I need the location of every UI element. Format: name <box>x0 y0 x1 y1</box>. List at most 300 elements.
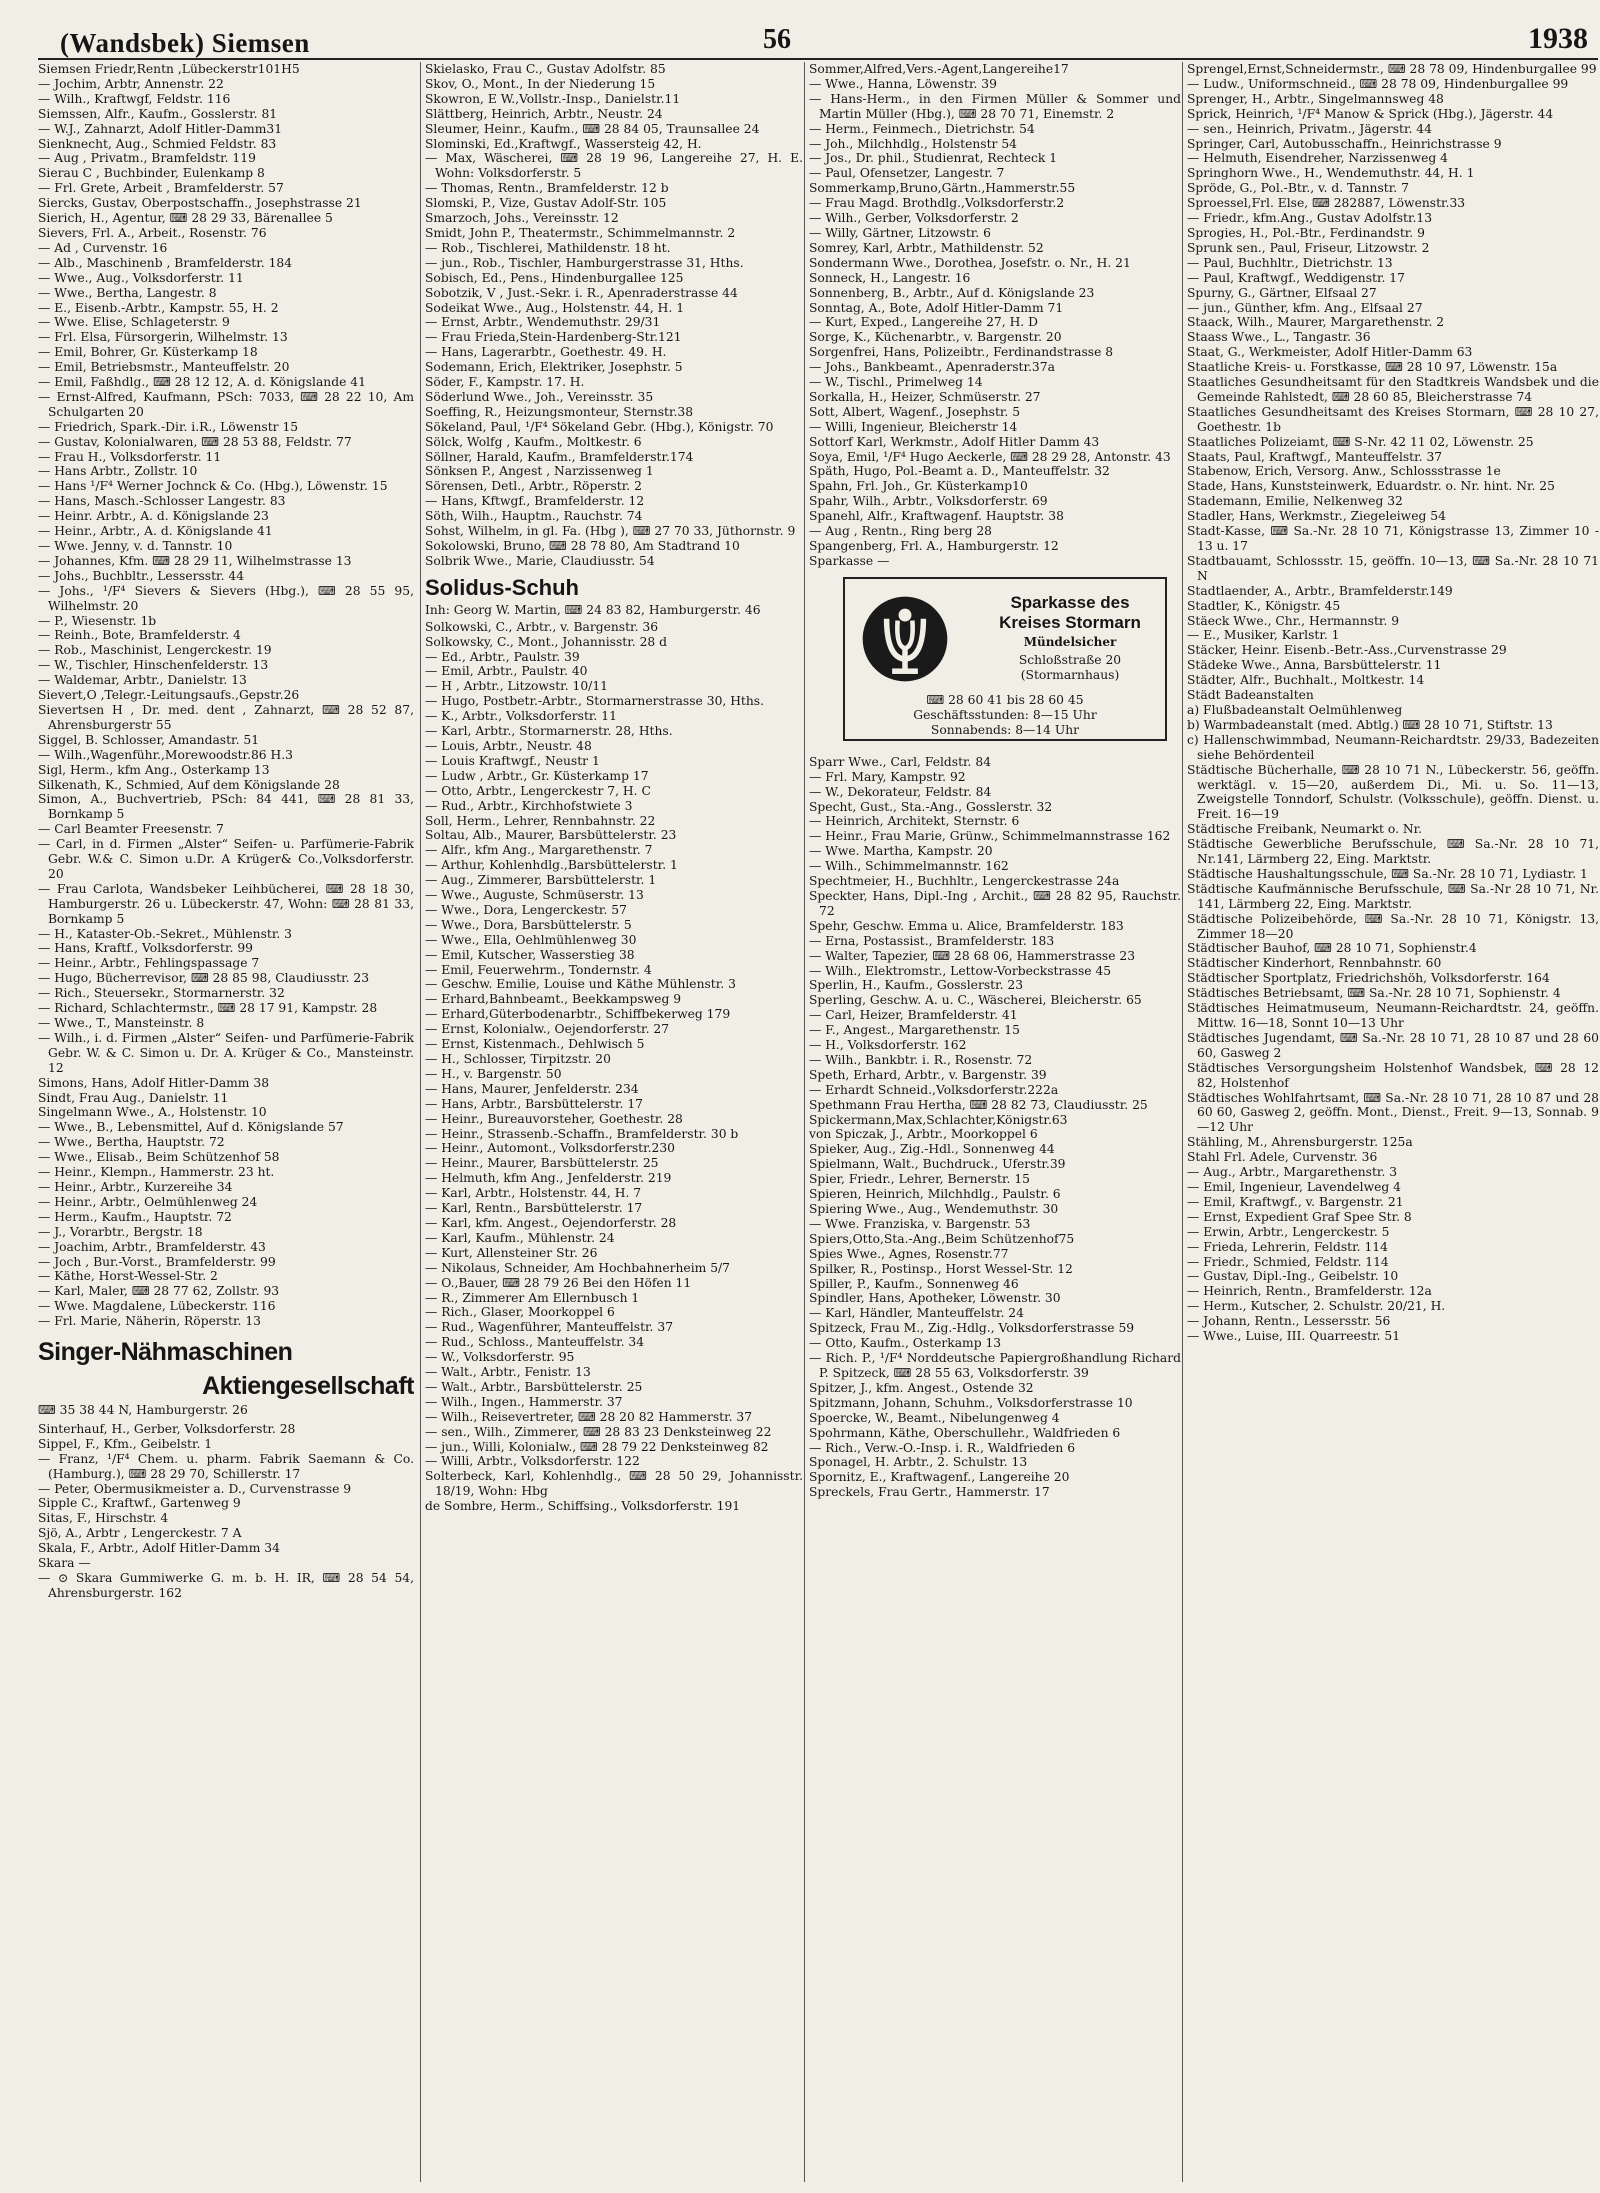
directory-entry: Sindt, Frau Aug., Danielstr. 11 <box>38 1090 229 1105</box>
directory-entry: — Walter, Tapezier, ⌨ 28 68 06, Hammerstrasse 23 <box>809 948 1136 963</box>
directory-entry: — Erhard,Güterbodenarbtr., Schiffbekerweg 179 <box>425 1007 731 1022</box>
directory-entry: Smidt, John P., Theatermstr., Schimmelmannstr. 2 <box>425 225 736 240</box>
directory-entry: — W., Tischler, Hinschenfelderstr. 13 <box>38 658 269 673</box>
directory-entry: Staatliches Gesundheitsamt des Kreises Stormarn, ⌨ 28 10 27, Goethestr. 1b <box>1187 404 1599 434</box>
directory-entry: — F., Angest., Margarethenstr. 15 <box>809 1023 1020 1038</box>
directory-entry: — Kurt, Allensteiner Str. 26 <box>425 1245 598 1260</box>
directory-entry: Spilker, R., Postinsp., Horst Wessel-Str. 12 <box>809 1261 1073 1276</box>
directory-entry: Sproessel,Frl. Else, ⌨ 282887, Löwenstr.33 <box>1187 196 1466 211</box>
directory-entry: — Ernst, Kistenmach., Dehlwisch 5 <box>425 1037 645 1052</box>
directory-entry: Slättberg, Heinrich, Arbtr., Neustr. 24 <box>425 106 663 121</box>
directory-entry: — Jos., Dr. phil., Studienrat, Rechteck 1 <box>809 151 1058 166</box>
directory-entry: — Friedr., kfm.Ang., Gustav Adolfstr.13 <box>1187 211 1433 226</box>
directory-entry: — Frl. Grete, Arbeit , Bramfelderstr. 57 <box>38 181 284 196</box>
directory-entry: Skov, O., Mont., In der Niederung 15 <box>425 76 656 91</box>
directory-entry: — Hans, Maurer, Jenfelderstr. 234 <box>425 1081 639 1096</box>
directory-entry: — Willy, Gärtner, Litzowstr. 6 <box>809 225 991 240</box>
directory-entry: Sokolowski, Bruno, ⌨ 28 78 80, Am Stadtrand 10 <box>425 539 740 553</box>
directory-entry: — E., Musiker, Karlstr. 1 <box>1187 628 1340 643</box>
directory-entry: — Karl, Arbtr., Holstenstr. 44, H. 7 <box>425 1186 642 1201</box>
directory-entry: Sponagel, H. Arbtr., 2. Schulstr. 13 <box>809 1455 1028 1470</box>
sparkasse-phones: ⌨ 28 60 41 bis 28 60 45 <box>926 692 1084 707</box>
directory-entry: — Joachim, Arbtr., Bramfelderstr. 43 <box>38 1239 266 1254</box>
directory-entry: — Ernst-Alfred, Kaufmann, PSch: 7033, ⌨ 28 22 10, Am Schulgarten 20 <box>38 389 414 419</box>
directory-entry: — Wilh., Gerber, Volksdorferstr. 2 <box>809 211 1019 226</box>
directory-entry: — J., Vorarbtr., Bergstr. 18 <box>38 1224 203 1239</box>
directory-entry: Stadtler, K., Königstr. 45 <box>1187 598 1341 613</box>
directory-entry: Sperling, Geschw. A. u. C., Wäscherei, Bleicherstr. 65 <box>809 993 1142 1008</box>
directory-entry: Spitzer, J., kfm. Angest., Ostende 32 <box>809 1380 1034 1395</box>
running-head: (Wandsbek) Siemsen <box>60 28 310 58</box>
directory-entry: — Frau H., Volksdorferstr. 11 <box>38 449 222 464</box>
directory-entry: — Louis Kraftwgf., Neustr 1 <box>425 753 600 768</box>
directory-entry: — sen., Wilh., Zimmerer, ⌨ 28 83 23 Denksteinweg 22 <box>425 1424 772 1439</box>
directory-entry: Sitas, F., Hirschstr. 4 <box>38 1511 169 1526</box>
directory-entry: — W.J., Zahnarzt, Adolf Hitler-Damm31 <box>38 121 283 136</box>
directory-entry: Spornitz, E., Kraftwagenf., Langereihe 20 <box>809 1470 1070 1485</box>
directory-entry: Städtisches Versorgungsheim Holstenhof Wandsbek, ⌨ 28 12 82, Holstenhof <box>1187 1060 1599 1090</box>
directory-entry: Städtische Gewerbliche Berufsschule, ⌨ Sa.-Nr. 28 10 71, Nr.141, Lärmberg 22, Eing. Marktstr. <box>1187 837 1599 867</box>
directory-entry: — H., Volksdorferstr. 162 <box>809 1038 967 1053</box>
directory-entry: — Geschw. Emilie, Louise und Käthe Mühlenstr. 3 <box>425 977 736 992</box>
directory-entry: Städtisches Jugendamt, ⌨ Sa.-Nr. 28 10 71, 28 10 87 und 28 60 60, Gasweg 2 <box>1187 1030 1599 1060</box>
directory-entry: Spieren, Heinrich, Milchhdlg., Paulstr. 6 <box>809 1187 1061 1202</box>
directory-entry: Springer, Carl, Autobusschaffn., Heinrichstrasse 9 <box>1187 136 1502 151</box>
directory-entry: — Alb., Maschinenb , Bramfelderstr. 184 <box>38 255 293 270</box>
directory-entry: Soeffing, R., Heizungsmonteur, Sternstr.38 <box>425 404 694 419</box>
sparkasse-subtitle: Mündelsicher <box>1023 634 1117 649</box>
directory-entry: — Hans, Lagerarbtr., Goethestr. 49. H. <box>425 345 667 360</box>
directory-entry: Stademann, Emilie, Nelkenweg 32 <box>1187 494 1403 509</box>
directory-entry: — jun., Günther, kfm. Ang., Elfsaal 27 <box>1187 300 1423 315</box>
directory-entry: Spohrmann, Käthe, Oberschullehr., Waldfrieden 6 <box>809 1425 1121 1440</box>
directory-entry: Sigl, Herm., kfm Ang., Osterkamp 13 <box>38 762 270 777</box>
directory-entry: Sölck, Wolfg , Kaufm., Moltkestr. 6 <box>425 434 642 449</box>
directory-entry: Sobisch, Ed., Pens., Hindenburgallee 125 <box>425 270 684 285</box>
entry-list <box>425 62 803 569</box>
directory-entry: — W., Tischl., Primelweg 14 <box>809 375 983 390</box>
directory-entry: Sorge, K., Küchenarbtr., v. Bargenstr. 20 <box>809 330 1062 345</box>
directory-entry: — Franz, ¹/F⁴ Chem. u. pharm. Fabrik Saemann & Co. (Hamburg.), ⌨ 28 29 70, Schillerstr. 17 <box>38 1451 414 1481</box>
directory-entry: Sorgenfrei, Hans, Polizeibtr., Ferdinandstrasse 8 <box>809 345 1114 360</box>
directory-entry: — Wwe., Auguste, Schmüserstr. 13 <box>425 888 644 903</box>
directory-entry: Spanehl, Alfr., Kraftwagenf. Hauptstr. 38 <box>809 509 1064 524</box>
directory-entry: — Jochim, Arbtr, Annenstr. 22 <box>38 76 224 91</box>
directory-entry: Staatliches Polizeiamt, ⌨ S-Nr. 42 11 02, Löwenstr. 25 <box>1187 434 1534 449</box>
directory-entry: — Erna, Postassist., Bramfelderstr. 183 <box>809 933 1055 948</box>
directory-entry: Skowron, E W.,Vollstr.-Insp., Danielstr.11 <box>425 91 681 106</box>
column-2 <box>420 62 803 2182</box>
directory-entry: — Nikolaus, Schneider, Am Hochbahnerheim 5/7 <box>425 1260 730 1275</box>
directory-entry: Sobotzik, V , Just.-Sekr. i. R., Apenraderstrasse 44 <box>425 285 738 300</box>
directory-entry: Stadler, Hans, Werkmstr., Ziegeleiweg 54 <box>1187 509 1446 524</box>
directory-entry: — Wwe. Martha, Kampstr. 20 <box>809 844 993 859</box>
directory-entry: — Rud., Wagenführer, Manteuffelstr. 37 <box>425 1320 674 1335</box>
directory-entry: Stabenow, Erich, Versorg. Anw., Schlossstrasse 1e <box>1187 464 1501 479</box>
directory-entry: Staatliche Kreis- u. Forstkasse, ⌨ 28 10 97, Löwenstr. 15a <box>1187 360 1558 375</box>
directory-entry: — P., Wiesenstr. 1b <box>38 613 157 628</box>
sparkasse-address-line1: Schloßstraße 20 <box>1018 652 1122 667</box>
directory-entry: Sievers, Frl. A., Arbeit., Rosenstr. 76 <box>38 225 267 240</box>
directory-entry: — Wwe., Hanna, Löwenstr. 39 <box>809 76 997 91</box>
directory-entry: — Heinrich, Rentn., Bramfelderstr. 12a <box>1187 1284 1432 1299</box>
directory-entry: — Joch , Bur.-Vorst., Bramfelderstr. 99 <box>38 1254 276 1269</box>
directory-entry: — Gustav, Kolonialwaren, ⌨ 28 53 88, Feldstr. 77 <box>38 434 352 449</box>
directory-entry: — Frl. Mary, Kampstr. 92 <box>809 769 966 784</box>
directory-entry: — Carl, in d. Firmen „Alster“ Seifen- u. Parfümerie-Fabrik Gebr. W.& C. Simon u.Dr. A Krüger& Co.,Volksdorferstr. 20 <box>38 837 414 881</box>
directory-entry: Sott, Albert, Wagenf., Josephstr. 5 <box>809 404 1021 419</box>
sparkasse-address <box>965 653 1175 683</box>
directory-entry: Städtisches Betriebsamt, ⌨ Sa.-Nr. 28 10 71, Sophienstr. 4 <box>1187 986 1561 1001</box>
directory-entry: Soya, Emil, ¹/F⁴ Hugo Aeckerle, ⌨ 28 29 28, Antonstr. 43 <box>809 449 1171 464</box>
directory-entry: Sipple C., Kraftwf., Gartenweg 9 <box>38 1496 241 1511</box>
directory-entry: — Käthe, Horst-Wessel-Str. 2 <box>38 1269 218 1284</box>
directory-entry: — Erhard,Bahnbeamt., Beekkampsweg 9 <box>425 992 682 1007</box>
directory-entry: — Wilh., Reisevertreter, ⌨ 28 20 82 Hammerstr. 37 <box>425 1409 753 1424</box>
directory-entry: — Emil, Kraftwgf., v. Bargenstr. 21 <box>1187 1194 1404 1209</box>
directory-entry: Smarzoch, Johs., Vereinsstr. 12 <box>425 211 619 226</box>
directory-entry: — R., Zimmerer Am Ellernbusch 1 <box>425 1290 640 1305</box>
directory-entry: Spahn, Frl. Joh., Gr. Küsterkamp10 <box>809 479 1028 494</box>
directory-entry: Städtische Haushaltungsschule, ⌨ Sa.-Nr. 28 10 71, Lydiastr. 1 <box>1187 866 1588 881</box>
directory-entry: Skala, F., Arbtr., Adolf Hitler-Damm 34 <box>38 1541 280 1556</box>
directory-entry: Sparkasse — <box>809 553 890 568</box>
directory-entry: — Ad , Curvenstr. 16 <box>38 240 168 255</box>
directory-entry: — Carl, Heizer, Bramfelderstr. 41 <box>809 1008 1018 1023</box>
directory-entry: — Wwe., T., Mansteinstr. 8 <box>38 1016 205 1030</box>
directory-entry: — Karl, Händler, Manteuffelstr. 24 <box>809 1306 1024 1321</box>
directory-entry: Stäeck Wwe., Chr., Hermannstr. 9 <box>1187 613 1400 628</box>
directory-entry: — Willi, Ingenieur, Bleicherstr 14 <box>809 419 1018 434</box>
directory-entry: Spies Wwe., Agnes, Rosenstr.77 <box>809 1246 1009 1261</box>
directory-entry: — Wilh., Ingen., Hammerstr. 37 <box>425 1394 623 1409</box>
directory-entry: — K., Arbtr., Volksdorferstr. 11 <box>425 709 617 724</box>
directory-entry: — Johs., Buchbltr., Lessersstr. 44 <box>38 568 245 583</box>
directory-entry: — Wilh., i. d. Firmen „Alster“ Seifen- und Parfümerie-Fabrik Gebr. W. & C. Simon u. Dr. A. Krüger & Co., Mansteinstr. 12 <box>38 1030 414 1075</box>
directory-entry: Spoercke, W., Beamt., Nibelungenweg 4 <box>809 1410 1060 1425</box>
directory-entry: — Frl. Marie, Näherin, Röperstr. 13 <box>38 1314 261 1329</box>
entry-list <box>425 620 803 1514</box>
directory-entry: Sienknecht, Aug., Schmied Feldstr. 83 <box>38 136 277 151</box>
directory-entry: Söderlund Wwe., Joh., Vereinsstr. 35 <box>425 389 654 404</box>
directory-entry: Städtische Freibank, Neumarkt o. Nr. <box>1187 822 1423 837</box>
directory-entry: Stäcker, Heinr. Eisenb.-Betr.-Ass.,Curvenstrasse 29 <box>1187 643 1507 658</box>
directory-entry: Speckter, Hans, Dipl.-Ing , Archit., ⌨ 28 82 95, Rauchstr. 72 <box>809 888 1181 918</box>
directory-entry: Spröde, G., Pol.-Btr., v. d. Tannstr. 7 <box>1187 181 1409 196</box>
directory-entry: — Emil, Betriebsmstr., Manteuffelstr. 20 <box>38 360 290 375</box>
ad-title-line1: Singer-Nähmaschinen <box>38 1338 293 1367</box>
directory-entry: Spahr, Wilh., Arbtr., Volksdorferstr. 69 <box>809 494 1048 509</box>
page-number: 56 <box>763 24 791 55</box>
directory-entry: — Otto, Arbtr., Lengerckestr 7, H. C <box>425 783 651 798</box>
directory-entry: Sorkalla, H., Heizer, Schmüserstr. 27 <box>809 389 1041 404</box>
directory-entry: — Hans Arbtr., Zollstr. 10 <box>38 464 198 479</box>
directory-entry: — Rud., Arbtr., Kirchhofstwiete 3 <box>425 798 633 813</box>
sparkasse-logo-icon <box>859 593 951 685</box>
directory-entry: — Thomas, Rentn., Bramfelderstr. 12 b <box>425 181 669 196</box>
directory-entry: Stadtbauamt, Schlossstr. 15, geöffn. 10—13, ⌨ Sa.-Nr. 28 10 71 N <box>1187 553 1599 583</box>
sparkasse-title <box>965 593 1175 633</box>
entry-list <box>1187 62 1599 1344</box>
directory-entry: Sonnenberg, B., Arbtr., Auf d. Königslande 23 <box>809 285 1095 300</box>
singer-advert <box>38 1335 414 1418</box>
directory-entry: — Johs., ¹/F⁴ Sievers & Sievers (Hbg.), ⌨ 28 55 95, Wilhelmstr. 20 <box>38 583 414 613</box>
columns <box>38 62 1598 2182</box>
directory-entry: Städeke Wwe., Anna, Barsbüttelerstr. 11 <box>1187 658 1442 673</box>
directory-entry: — Wwe., Luise, III. Quarreestr. 51 <box>1187 1329 1401 1344</box>
directory-entry: Specht, Gust., Sta.-Ang., Gosslerstr. 32 <box>809 799 1053 814</box>
directory-entry: Sönksen P., Angest , Narzissenweg 1 <box>425 464 654 479</box>
directory-entry: Spechtmeier, H., Buchhltr., Lengerckestrasse 24a <box>809 874 1120 889</box>
directory-entry: — H., v. Bargenstr. 50 <box>425 1066 562 1081</box>
directory-entry: Sodemann, Erich, Elektriker, Josephstr. 5 <box>425 360 683 375</box>
directory-entry: — Rich., Steuersekr., Stormarnerstr. 32 <box>38 986 285 1001</box>
directory-entry: Spier, Friedr., Lehrer, Bernerstr. 15 <box>809 1172 1030 1187</box>
directory-entry: — Herm., Kaufm., Hauptstr. 72 <box>38 1209 232 1224</box>
directory-entry: — jun., Rob., Tischler, Hamburgerstrasse 31, Hths. <box>425 255 744 270</box>
directory-entry: Städtisches Wohlfahrtsamt, ⌨ Sa.-Nr. 28 10 71, 28 10 87 und 28 60 60, Gasweg 2, geöffn. Mont., Dienst., Freit. 9—13, Sonnab. 9—12 Uhr <box>1187 1090 1599 1135</box>
directory-entry: Spethmann Frau Hertha, ⌨ 28 82 73, Claudiusstr. 25 <box>809 1097 1148 1112</box>
directory-entry: — Emil, Faßhdlg., ⌨ 28 12 12, A. d. Königslande 41 <box>38 375 366 390</box>
directory-entry: — Kurt, Exped., Langereihe 27, H. D <box>809 315 1038 330</box>
directory-entry: b) Warmbadeanstalt (med. Abtlg.) ⌨ 28 10 71, Stiftstr. 13 <box>1187 717 1553 732</box>
directory-entry: Sökeland, Paul, ¹/F⁴ Sökeland Gebr. (Hbg.), Königstr. 70 <box>425 419 774 434</box>
directory-entry: — Ed., Arbtr., Paulstr. 39 <box>425 649 580 664</box>
directory-entry: Staat, G., Werkmeister, Adolf Hitler-Damm 63 <box>1187 345 1473 360</box>
directory-entry: — Hans, Kraftf., Volksdorferstr. 99 <box>38 941 253 956</box>
directory-entry: — Heinr., Strassenb.-Schaffn., Bramfelderstr. 30 b <box>425 1126 739 1141</box>
directory-entry: — Karl, Arbtr., Stormarnerstr. 28, Hths. <box>425 724 673 739</box>
directory-entry: — Erwin, Arbtr., Lengerckestr. 5 <box>1187 1224 1390 1239</box>
directory-entry: — Otto, Kaufm., Osterkamp 13 <box>809 1336 1002 1351</box>
directory-entry: — Hans-Herm., in den Firmen Müller & Sommer und Martin Müller (Hbg.), ⌨ 28 70 71, Einemstr. 2 <box>809 91 1181 121</box>
directory-entry: — Frau Magd. Brothdlg.,Volksdorferstr.2 <box>809 196 1065 211</box>
directory-entry: Solkowski, C., Arbtr., v. Bargenstr. 36 <box>425 619 659 634</box>
directory-entry: Somrey, Karl, Arbtr., Mathildenstr. 52 <box>809 240 1044 255</box>
directory-entry: — Heinr., Arbtr., Fehlingspassage 7 <box>38 956 260 971</box>
directory-entry: Slomski, P., Vize, Gustav Adolf-Str. 105 <box>425 196 667 211</box>
directory-entry: Sievertsen H , Dr. med. dent , Zahnarzt, ⌨ 28 52 87, Ahrensburgerstr 55 <box>38 702 414 732</box>
year: 1938 <box>1528 22 1588 55</box>
directory-entry: Sörensen, Detl., Arbtr., Röperstr. 2 <box>425 479 642 494</box>
directory-entry: Spurny, G., Gärtner, Elfsaal 27 <box>1187 285 1377 300</box>
directory-entry: — Ludw , Arbtr., Gr. Küsterkamp 17 <box>425 768 649 783</box>
directory-entry: — Heinrich, Architekt, Sternstr. 6 <box>809 814 1020 829</box>
directory-entry: Skielasko, Frau C., Gustav Adolfstr. 85 <box>425 62 666 76</box>
directory-entry: — Wilh., Schimmelmannstr. 162 <box>809 859 1009 874</box>
directory-entry: — Heinr., Frau Marie, Grünw., Schimmelmannstrasse 162 <box>809 829 1171 844</box>
directory-entry: Städter, Alfr., Buchhalt., Moltkestr. 14 <box>1187 673 1425 688</box>
directory-entry: Skara — <box>38 1556 91 1571</box>
directory-entry: — Heinr., Arbtr., Oelmühlenweg 24 <box>38 1194 258 1209</box>
directory-entry: — Arthur, Kohlenhdlg.,Barsbüttelerstr. 1 <box>425 858 678 873</box>
directory-entry: — Wwe., Dora, Barsbüttelerstr. 5 <box>425 917 632 932</box>
directory-entry: Sinterhauf, H., Gerber, Volksdorferstr. 28 <box>38 1421 296 1436</box>
directory-entry: — Alfr., kfm Ang., Margarethenstr. 7 <box>425 843 653 858</box>
directory-entry: de Sombre, Herm., Schiffsing., Volksdorferstr. 191 <box>425 1499 741 1514</box>
directory-entry: — Aug., Arbtr., Margarethenstr. 3 <box>1187 1165 1398 1180</box>
directory-entry: — Gustav, Dipl.-Ing., Geibelstr. 10 <box>1187 1269 1399 1284</box>
directory-entry: Siemssen, Alfr., Kaufm., Gosslerstr. 81 <box>38 106 278 121</box>
directory-entry: Sprick, Heinrich, ¹/F⁴ Manow & Sprick (Hbg.), Jägerstr. 44 <box>1187 106 1554 121</box>
directory-entry: Spieker, Aug., Zig.-Hdl., Sonnenweg 44 <box>809 1142 1055 1157</box>
directory-entry: — Herm., Feinmech., Dietrichstr. 54 <box>809 121 1035 136</box>
directory-entry: Spehr, Geschw. Emma u. Alice, Bramfelderstr. 183 <box>809 918 1124 933</box>
ad-title-line2: Aktiengesellschaft <box>202 1372 414 1401</box>
directory-entry: Stadt-Kasse, ⌨ Sa.-Nr. 28 10 71, Königstrasse 13, Zimmer 10 - 13 u. 17 <box>1187 524 1599 553</box>
directory-entry: — Hugo, Bücherrevisor, ⌨ 28 85 98, Claudiusstr. 23 <box>38 971 370 986</box>
sparkasse-advert <box>843 577 1167 741</box>
directory-entry: Sperlin, H., Kaufm., Gosslerstr. 23 <box>809 978 1024 993</box>
sparkasse-address-line2: (Stormarnhaus) <box>1020 667 1120 682</box>
directory-entry: — O.,Bauer, ⌨ 28 79 26 Bei den Höfen 11 <box>425 1275 692 1290</box>
directory-entry: Sommer,Alfred,Vers.-Agent,Langereihe17 <box>809 62 1069 76</box>
directory-entry: — Johs., Bankbeamt., Apenraderstr.37a <box>809 360 1055 375</box>
directory-entry: Spitzmann, Johann, Schuhm., Volksdorferstrasse 10 <box>809 1395 1133 1410</box>
directory-entry: Sierau C , Buchbinder, Eulenkamp 8 <box>38 166 265 181</box>
ad-title: Solidus-Schuh <box>425 574 579 600</box>
directory-entry: — Helmuth, kfm Ang., Jenfelderstr. 219 <box>425 1171 672 1186</box>
directory-entry: Spielmann, Walt., Buchdruck., Uferstr.39 <box>809 1157 1066 1172</box>
directory-entry: — Wwe., Aug., Volksdorferstr. 11 <box>38 270 244 285</box>
directory-entry: — Emil, Ingenieur, Lavendelweg 4 <box>1187 1179 1401 1194</box>
directory-entry: Singelmann Wwe., A., Holstenstr. 10 <box>38 1105 267 1120</box>
directory-entry: Staatliches Gesundheitsamt für den Stadtkreis Wandsbek und die Gemeinde Rahlstedt, ⌨ 28 60 85, Bleicherstrasse 74 <box>1187 375 1599 404</box>
directory-entry: Späth, Hugo, Pol.-Beamt a. D., Manteuffelstr. 32 <box>809 464 1110 479</box>
directory-entry: Spickermann,Max,Schlachter,Königstr.63 <box>809 1112 1068 1127</box>
directory-entry: a) Flußbadeanstalt Oelmühlenweg <box>1187 702 1403 717</box>
directory-entry: Sippel, F., Kfm., Geibelstr. 1 <box>38 1436 213 1451</box>
directory-entry: — Erhardt Schneid.,Volksdorferstr.222a <box>809 1082 1059 1097</box>
solidus-advert <box>425 573 803 618</box>
directory-entry: Söth, Wilh., Hauptm., Rauchstr. 74 <box>425 509 643 524</box>
directory-entry: Sprunk sen., Paul, Friseur, Litzowstr. 2 <box>1187 240 1430 255</box>
directory-entry: — Wwe., Elisab., Beim Schützenhof 58 <box>38 1150 280 1165</box>
directory-entry: Städtischer Bauhof, ⌨ 28 10 71, Sophienstr.4 <box>1187 941 1477 956</box>
directory-entry: — Walt., Arbtr., Barsbüttelerstr. 25 <box>425 1379 643 1394</box>
directory-entry: — Wwe., Bertha, Hauptstr. 72 <box>38 1135 225 1150</box>
directory-entry: — Friedr., Schmied, Feldstr. 114 <box>1187 1254 1389 1269</box>
directory-entry: — Karl, Maler, ⌨ 28 77 62, Zollstr. 93 <box>38 1284 280 1299</box>
directory-entry: — Rob., Maschinist, Lengerckestr. 19 <box>38 643 272 658</box>
directory-entry: Sjö, A., Arbtr , Lengerckestr. 7 A <box>38 1526 242 1541</box>
directory-entry: — Aug , Rentn., Ring berg 28 <box>809 524 992 539</box>
directory-entry: Siggel, B. Schlosser, Amandastr. 51 <box>38 732 260 747</box>
entry-list <box>38 62 414 1329</box>
column-1 <box>38 62 414 2182</box>
directory-entry: — H., Schlosser, Tirpitzstr. 20 <box>425 1052 611 1066</box>
directory-entry: c) Hallenschwimmbad, Neumann-Reichardtstr. 29/33, Badezeiten siehe Behördenteil <box>1187 732 1599 762</box>
directory-entry: — Walt., Arbtr., Fenistr. 13 <box>425 1365 591 1380</box>
directory-entry: Spiers,Otto,Sta.-Ang.,Beim Schützenhof75 <box>809 1231 1075 1246</box>
directory-entry: — Wwe. Jenny, v. d. Tannstr. 10 <box>38 539 233 553</box>
directory-entry: — Wilh., Kraftwgf, Feldstr. 116 <box>38 91 231 106</box>
sparkasse-hours-saturday: Sonnabends: 8—14 Uhr <box>930 722 1080 737</box>
directory-entry: Solterbeck, Karl, Kohlenhdlg., ⌨ 28 50 29, Johannisstr. 18/19, Wohn: Hbg <box>425 1469 803 1499</box>
directory-entry: Städtisches Heimatmuseum, Neumann-Reichardtstr. 24, geöffn. Mittw. 16—18, Sonnt 10—13 Uhr <box>1187 1001 1599 1030</box>
directory-entry: — Emil, Arbtr., Paulstr. 40 <box>425 664 588 679</box>
directory-entry: — Emil, Feuerwehrm., Tondernstr. 4 <box>425 962 652 977</box>
directory-entry: — Joh., Milchhdlg., Holstenstr 54 <box>809 136 1017 151</box>
directory-entry: Städt Badeanstalten <box>1187 688 1314 703</box>
directory-entry: Sommerkamp,Bruno,Gärtn.,Hammerstr.55 <box>809 181 1076 196</box>
directory-entry: — Rud., Schloss., Manteuffelstr. 34 <box>425 1335 645 1350</box>
directory-entry: Städtischer Kinderhort, Rennbahnstr. 60 <box>1187 956 1442 971</box>
directory-entry: Spangenberg, Frl. A., Hamburgerstr. 12 <box>809 539 1059 553</box>
directory-entry: Simon, A., Buchvertrieb, PSch: 84 441, ⌨ 28 81 33, Bornkamp 5 <box>38 792 414 822</box>
directory-entry: Springhorn Wwe., H., Wendemuthstr. 44, H. 1 <box>1187 166 1475 181</box>
ad-contact: Inh: Georg W. Martin, ⌨ 24 83 82, Hamburgerstr. 46 <box>425 602 761 617</box>
directory-entry: Speth, Erhard, Arbtr., v. Bargenstr. 39 <box>809 1067 1047 1082</box>
directory-entry: — Emil, Bohrer, Gr. Küsterkamp 18 <box>38 345 258 360</box>
directory-entry: — Herm., Kutscher, 2. Schulstr. 20/21, H. <box>1187 1299 1446 1314</box>
directory-entry: Sonntag, A., Bote, Adolf Hitler-Damm 71 <box>809 300 1064 315</box>
directory-entry: Soltau, Alb., Maurer, Barsbüttelerstr. 23 <box>425 828 677 843</box>
directory-entry: — Heinr., Klempn., Hammerstr. 23 ht. <box>38 1165 275 1180</box>
directory-entry: — Max, Wäscherei, ⌨ 28 19 96, Langereihe 27, H. E. Wohn: Volksdorferstr. 5 <box>425 151 803 181</box>
directory-entry: — Ernst, Kolonialw., Oejendorferstr. 27 <box>425 1022 670 1037</box>
directory-page <box>38 14 1598 2186</box>
directory-entry: — Wwe. Franziska, v. Bargenstr. 53 <box>809 1216 1031 1231</box>
directory-entry: — Frau Frieda,Stein-Hardenberg-Str.121 <box>425 330 682 345</box>
directory-entry: — W., Volksdorferstr. 95 <box>425 1350 575 1365</box>
directory-entry: — Heinr., Maurer, Barsbüttelerstr. 25 <box>425 1156 659 1171</box>
directory-entry: — Peter, Obermusikmeister a. D., Curvenstrasse 9 <box>38 1481 352 1496</box>
directory-entry: — Ludw., Uniformschneid., ⌨ 28 78 09, Hindenburgallee 99 <box>1187 76 1569 91</box>
directory-entry: — Frau Carlota, Wandsbeker Leihbücherei, ⌨ 28 18 30, Hamburgerstr. 26 u. Lübeckerstr. 47, Wohn: ⌨ 28 81 33, Bornkamp 5 <box>38 881 414 926</box>
directory-entry: — Hans ¹/F⁴ Werner Jochnck & Co. (Hbg.), Löwenstr. 15 <box>38 479 388 494</box>
directory-entry: — Waldemar, Arbtr., Danielstr. 13 <box>38 673 247 688</box>
column-4 <box>1182 62 1599 2182</box>
directory-entry: Stähling, M., Ahrensburgerstr. 125a <box>1187 1135 1413 1150</box>
directory-entry: — Johann, Rentn., Lessersstr. 56 <box>1187 1314 1391 1329</box>
directory-entry: — Paul, Kraftwgf., Weddigenstr. 17 <box>1187 270 1405 285</box>
sparkasse-title-line2: Kreises Stormarn <box>999 612 1141 632</box>
directory-entry: von Spiczak, J., Arbtr., Moorkoppel 6 <box>809 1127 1038 1142</box>
directory-entry: Spiering Wwe., Aug., Wendemuthstr. 30 <box>809 1202 1059 1216</box>
directory-entry: — Rich. P., ¹/F⁴ Norddeutsche Papiergroßhandlung Richard P. Spitzeck, ⌨ 28 55 63, Volksdorferstr. 39 <box>809 1351 1181 1380</box>
directory-entry: — Friedrich, Spark.-Dir. i.R., Löwenstr 15 <box>38 419 299 434</box>
directory-entry: — Karl, kfm. Angest., Oejendorferstr. 28 <box>425 1215 677 1230</box>
directory-entry: Solkowsky, C., Mont., Johannisstr. 28 d <box>425 634 668 649</box>
directory-entry: — Emil, Kutscher, Wasserstieg 38 <box>425 947 635 962</box>
directory-entry: — Hugo, Postbetr.-Arbtr., Stormarnerstrasse 30, Hths. <box>425 694 765 709</box>
directory-entry: — Heinr., Bureauvorsteher, Goethestr. 28 <box>425 1111 683 1126</box>
sparkasse-hours <box>853 693 1157 738</box>
directory-entry: — sen., Heinrich, Privatm., Jägerstr. 44 <box>1187 121 1432 136</box>
directory-entry: — Frl. Elsa, Fürsorgerin, Wilhelmstr. 13 <box>38 330 288 345</box>
directory-entry: Staats, Paul, Kraftwgf., Manteuffelstr. 37 <box>1187 449 1443 464</box>
directory-entry: — Karl, Kaufm., Mühlenstr. 24 <box>425 1230 615 1245</box>
directory-entry: Sohst, Wilhelm, in gl. Fa. (Hbg ), ⌨ 27 70 33, Jüthornstr. 9 <box>425 524 796 539</box>
directory-entry: Sonneck, H., Langestr. 16 <box>809 270 971 285</box>
directory-entry: Städtische Kaufmännische Berufsschule, ⌨ Sa.-Nr 28 10 71, Nr. 141, Lärmberg 22, Eing. Marktstr. <box>1187 881 1599 911</box>
directory-entry: — Heinr., Arbtr., Kurzereihe 34 <box>38 1179 233 1194</box>
directory-entry: Sondermann Wwe., Dorothea, Josefstr. o. Nr., H. 21 <box>809 255 1131 270</box>
directory-entry: — Hans, Arbtr., Barsbüttelerstr. 17 <box>425 1096 643 1111</box>
directory-entry: — Wwe., Dora, Lengerckestr. 57 <box>425 902 627 917</box>
directory-entry: — Karl, Rentn., Barsbüttelerstr. 17 <box>425 1201 643 1216</box>
directory-entry: Söder, F., Kampstr. 17. H. <box>425 375 585 390</box>
directory-entry: — Ernst, Expedient Graf Spee Str. 8 <box>1187 1209 1412 1224</box>
directory-entry: Soll, Herm., Lehrer, Rennbahnstr. 22 <box>425 813 656 828</box>
directory-entry: — Rich., Glaser, Moorkoppel 6 <box>425 1305 615 1320</box>
directory-entry: — Heinr. Arbtr., A. d. Königslande 23 <box>38 509 269 524</box>
entry-list <box>809 62 1181 569</box>
directory-entry: — W., Dekorateur, Feldstr. 84 <box>809 784 992 799</box>
directory-entry: — ⊙ Skara Gummiwerke G. m. b. H. IR, ⌨ 28 54 54, Ahrensburgerstr. 162 <box>38 1571 414 1600</box>
entry-list <box>38 1422 414 1601</box>
